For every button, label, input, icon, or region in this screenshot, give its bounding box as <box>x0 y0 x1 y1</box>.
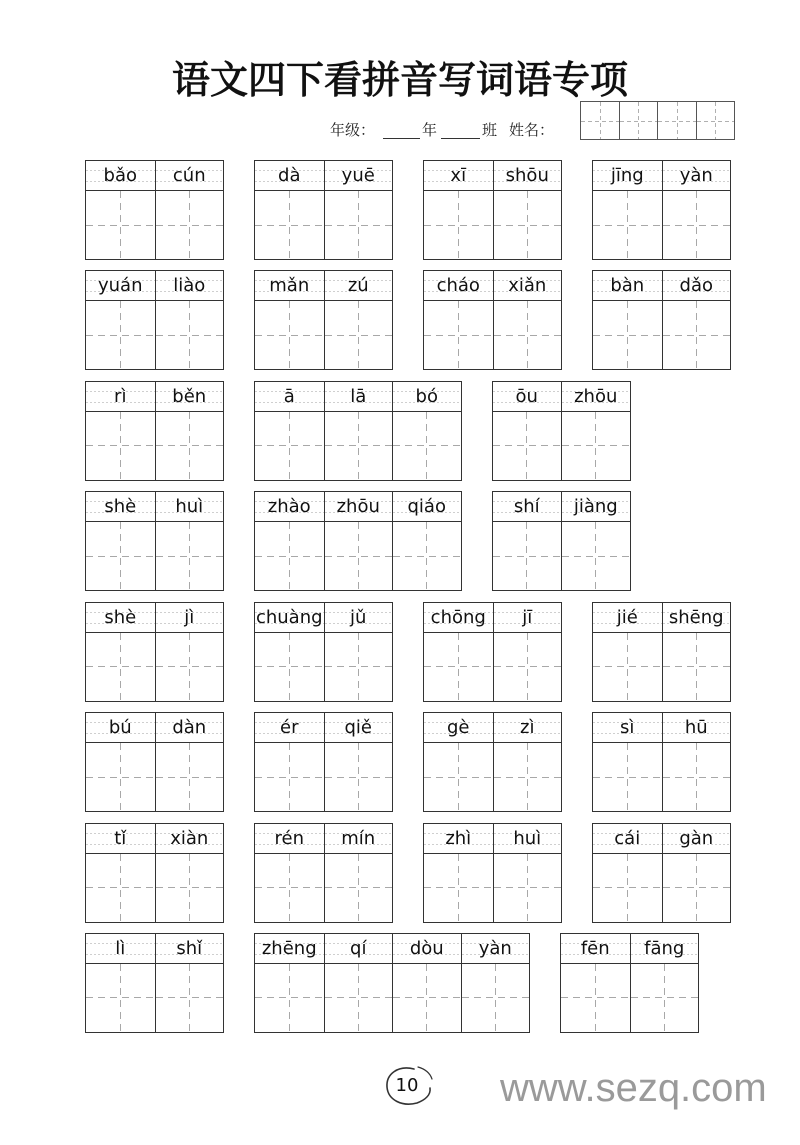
pinyin-cell <box>324 934 393 963</box>
grade-label: 年级： <box>330 121 376 139</box>
character-box <box>255 743 324 811</box>
character-box <box>630 964 699 1032</box>
character-box <box>493 191 562 259</box>
character-box <box>255 412 324 480</box>
character-box <box>324 633 393 701</box>
pinyin-band <box>424 824 561 854</box>
character-box <box>324 743 393 811</box>
character-box <box>86 522 155 590</box>
pinyin-syllable: lì <box>115 937 126 959</box>
character-band <box>86 412 223 480</box>
character-band <box>86 854 223 922</box>
character-box <box>255 633 324 701</box>
name-box-cell <box>581 102 619 139</box>
pinyin-syllable: zhào <box>267 496 311 518</box>
pinyin-cell <box>424 603 493 632</box>
pinyin-cell <box>155 713 224 742</box>
character-band <box>255 964 529 1032</box>
pinyin-cell <box>155 603 224 632</box>
character-box <box>86 191 155 259</box>
pinyin-syllable: shè <box>104 606 137 628</box>
word-group <box>85 270 224 370</box>
character-box <box>324 301 393 369</box>
pinyin-cell <box>493 161 562 190</box>
character-band <box>593 191 730 259</box>
character-box <box>593 301 662 369</box>
pinyin-band <box>86 271 223 301</box>
name-box-cell <box>619 102 658 139</box>
pinyin-syllable: qiáo <box>407 496 446 518</box>
pinyin-band <box>86 603 223 633</box>
pinyin-syllable: yàn <box>679 165 713 186</box>
character-band <box>424 854 561 922</box>
character-band <box>424 191 561 259</box>
pinyin-cell <box>86 492 155 521</box>
word-group <box>592 712 731 812</box>
character-box <box>424 633 493 701</box>
pinyin-syllable: bàn <box>610 275 645 297</box>
pinyin-cell <box>424 824 493 853</box>
pinyin-syllable: shōu <box>505 165 549 186</box>
pinyin-cell <box>561 934 630 963</box>
pinyin-syllable: gè <box>447 717 470 739</box>
character-box <box>392 522 461 590</box>
pinyin-band <box>86 382 223 412</box>
pinyin-syllable: qiě <box>344 717 372 739</box>
watermark: www.sezq.com <box>500 1066 767 1110</box>
word-group <box>592 160 731 260</box>
character-box <box>662 633 731 701</box>
character-box <box>255 964 324 1032</box>
pinyin-syllable: lā <box>350 385 367 407</box>
name-box-cell <box>696 102 735 139</box>
pinyin-cell <box>255 492 324 521</box>
character-box <box>593 743 662 811</box>
pinyin-cell <box>561 382 630 411</box>
pinyin-syllable: qí <box>350 937 367 959</box>
pinyin-cell <box>324 161 393 190</box>
year-unit: 年 <box>422 121 438 139</box>
word-group <box>85 712 224 812</box>
word-group <box>423 270 562 370</box>
pinyin-syllable: zú <box>347 275 369 297</box>
character-box <box>561 964 630 1032</box>
character-band <box>593 633 730 701</box>
word-row <box>85 270 731 370</box>
pinyin-cell <box>255 271 324 300</box>
pinyin-syllable: bó <box>415 385 438 407</box>
pinyin-syllable: ā <box>283 385 295 407</box>
pinyin-syllable: tǐ <box>114 827 127 849</box>
pinyin-band <box>86 713 223 743</box>
character-band <box>255 191 392 259</box>
character-box <box>255 191 324 259</box>
pinyin-band <box>255 824 392 854</box>
pinyin-cell <box>392 492 461 521</box>
pinyin-syllable: dǎo <box>679 275 713 297</box>
character-box <box>493 743 562 811</box>
pinyin-syllable: fāng <box>644 937 685 959</box>
pinyin-syllable: chuàng <box>255 606 323 628</box>
character-box <box>324 522 393 590</box>
pinyin-syllable: zhì <box>445 827 472 849</box>
pinyin-cell <box>324 492 393 521</box>
character-box <box>155 191 224 259</box>
pinyin-syllable: liào <box>173 275 206 297</box>
pinyin-band <box>255 934 529 964</box>
word-group <box>254 712 393 812</box>
pinyin-band <box>424 161 561 191</box>
pinyin-band <box>255 161 392 191</box>
pinyin-syllable: shí <box>513 496 540 518</box>
pinyin-band <box>493 382 630 412</box>
pinyin-cell <box>424 161 493 190</box>
word-group <box>423 160 562 260</box>
pinyin-cell <box>324 271 393 300</box>
character-box <box>493 522 562 590</box>
character-box <box>662 854 731 922</box>
pinyin-syllable: ōu <box>515 385 538 407</box>
character-box <box>155 854 224 922</box>
character-box <box>324 854 393 922</box>
pinyin-cell <box>155 161 224 190</box>
pinyin-syllable: mín <box>341 827 376 849</box>
pinyin-syllable: zhōu <box>574 385 618 407</box>
character-box <box>324 964 393 1032</box>
pinyin-cell <box>493 603 562 632</box>
pinyin-band <box>493 492 630 522</box>
class-unit: 班 <box>482 121 498 139</box>
pinyin-syllable: rì <box>114 385 127 407</box>
pinyin-syllable: dòu <box>409 937 444 959</box>
word-group <box>254 160 393 260</box>
pinyin-cell <box>86 603 155 632</box>
pinyin-syllable: cái <box>614 827 641 849</box>
character-band <box>86 522 223 590</box>
name-box <box>580 101 735 140</box>
page-title: 语文四下看拼音写词语专项 <box>171 57 628 102</box>
character-band <box>255 412 461 480</box>
pinyin-syllable: běn <box>172 385 207 407</box>
word-group <box>85 602 224 702</box>
pinyin-cell <box>86 271 155 300</box>
pinyin-syllable: jī <box>522 606 533 628</box>
character-box <box>593 854 662 922</box>
pinyin-cell <box>662 713 731 742</box>
pinyin-band <box>86 934 223 964</box>
character-box <box>255 854 324 922</box>
word-row <box>85 933 731 1033</box>
name-box-cell <box>657 102 696 139</box>
word-group <box>254 270 393 370</box>
character-band <box>593 854 730 922</box>
pinyin-band <box>86 824 223 854</box>
character-band <box>86 301 223 369</box>
pinyin-cell <box>155 824 224 853</box>
pinyin-band <box>593 713 730 743</box>
character-box <box>324 412 393 480</box>
pinyin-band <box>86 492 223 522</box>
grade-blank <box>383 124 420 139</box>
pinyin-cell <box>561 492 630 521</box>
character-band <box>593 301 730 369</box>
character-box <box>424 743 493 811</box>
character-band <box>593 743 730 811</box>
pinyin-band <box>593 161 730 191</box>
pinyin-syllable: cháo <box>436 275 480 297</box>
character-band <box>424 633 561 701</box>
word-group <box>254 491 462 591</box>
character-box <box>86 964 155 1032</box>
word-group <box>85 823 224 923</box>
character-box <box>155 743 224 811</box>
character-band <box>86 633 223 701</box>
character-box <box>424 191 493 259</box>
word-group <box>254 823 393 923</box>
pinyin-band <box>593 824 730 854</box>
pinyin-syllable: huì <box>175 496 204 518</box>
pinyin-band <box>255 382 461 412</box>
pinyin-cell <box>86 713 155 742</box>
character-box <box>255 522 324 590</box>
character-box <box>392 412 461 480</box>
pinyin-syllable: jǔ <box>350 606 367 628</box>
character-box <box>86 743 155 811</box>
pinyin-cell <box>493 382 562 411</box>
character-box <box>493 854 562 922</box>
word-group <box>592 602 731 702</box>
pinyin-syllable: cún <box>172 165 206 186</box>
character-box <box>324 191 393 259</box>
pinyin-band <box>424 713 561 743</box>
word-group <box>492 381 631 481</box>
pinyin-cell <box>493 271 562 300</box>
pinyin-band <box>86 161 223 191</box>
character-band <box>255 522 461 590</box>
character-band <box>493 522 630 590</box>
pinyin-syllable: mǎn <box>269 275 310 297</box>
pinyin-syllable: xiàn <box>170 827 209 849</box>
pinyin-cell <box>593 271 662 300</box>
pinyin-syllable: yuē <box>341 165 375 186</box>
word-row <box>85 602 731 702</box>
character-band <box>86 743 223 811</box>
character-box <box>561 522 630 590</box>
pinyin-cell <box>392 382 461 411</box>
pinyin-syllable: jì <box>184 606 195 628</box>
word-group <box>254 381 462 481</box>
character-box <box>493 633 562 701</box>
pinyin-syllable: chōng <box>430 606 486 628</box>
character-band <box>424 301 561 369</box>
pinyin-cell <box>424 271 493 300</box>
pinyin-cell <box>255 934 324 963</box>
word-row <box>85 381 731 481</box>
pinyin-syllable: zì <box>520 717 535 739</box>
word-group <box>85 381 224 481</box>
character-box <box>86 412 155 480</box>
pinyin-band <box>561 934 698 964</box>
character-band <box>255 633 392 701</box>
page-number: 10 <box>395 1075 419 1096</box>
pinyin-cell <box>630 934 699 963</box>
word-group <box>85 933 224 1033</box>
character-box <box>461 964 530 1032</box>
character-box <box>155 412 224 480</box>
pinyin-band <box>255 492 461 522</box>
word-group <box>592 823 731 923</box>
name-label: 姓名： <box>509 121 555 139</box>
pinyin-syllable: dàn <box>172 717 207 739</box>
character-box <box>662 191 731 259</box>
pinyin-cell <box>461 934 530 963</box>
character-box <box>155 964 224 1032</box>
pinyin-cell <box>493 492 562 521</box>
character-band <box>424 743 561 811</box>
word-row <box>85 712 731 812</box>
pinyin-syllable: sì <box>620 717 635 739</box>
class-blank <box>441 124 480 139</box>
word-group <box>423 823 562 923</box>
pinyin-cell <box>155 492 224 521</box>
word-group <box>254 933 530 1033</box>
pinyin-band <box>593 271 730 301</box>
pinyin-syllable: bǎo <box>103 165 137 186</box>
pinyin-cell <box>155 382 224 411</box>
character-band <box>86 964 223 1032</box>
character-box <box>424 301 493 369</box>
word-group <box>85 160 224 260</box>
pinyin-cell <box>593 713 662 742</box>
word-group <box>254 602 393 702</box>
word-group <box>492 491 631 591</box>
pinyin-cell <box>324 382 393 411</box>
pinyin-cell <box>255 382 324 411</box>
character-box <box>86 854 155 922</box>
character-box <box>255 301 324 369</box>
pinyin-syllable: dà <box>278 165 301 186</box>
pinyin-band <box>255 713 392 743</box>
pinyin-syllable: fēn <box>580 937 610 959</box>
pinyin-cell <box>392 934 461 963</box>
character-box <box>155 301 224 369</box>
pinyin-band <box>255 603 392 633</box>
pinyin-band <box>255 271 392 301</box>
character-box <box>662 301 731 369</box>
word-group <box>423 602 562 702</box>
pinyin-syllable: jīng <box>610 165 644 186</box>
character-box <box>86 633 155 701</box>
character-box <box>424 854 493 922</box>
pinyin-syllable: shè <box>104 496 137 518</box>
pinyin-cell <box>86 161 155 190</box>
character-box <box>493 301 562 369</box>
character-box <box>392 964 461 1032</box>
pinyin-cell <box>255 161 324 190</box>
pinyin-syllable: xiǎn <box>508 275 547 297</box>
pinyin-cell <box>324 713 393 742</box>
word-group <box>560 933 699 1033</box>
pinyin-syllable: yuán <box>98 275 143 297</box>
pinyin-cell <box>155 934 224 963</box>
pinyin-syllable: jié <box>616 606 638 628</box>
pinyin-syllable: zhēng <box>261 937 317 959</box>
pinyin-syllable: yàn <box>478 937 512 959</box>
pinyin-cell <box>324 603 393 632</box>
pinyin-cell <box>593 161 662 190</box>
pinyin-cell <box>662 161 731 190</box>
pinyin-syllable: hū <box>684 717 708 739</box>
word-row <box>85 823 731 923</box>
pinyin-cell <box>86 824 155 853</box>
word-row <box>85 491 731 591</box>
word-row <box>85 160 731 260</box>
pinyin-cell <box>593 603 662 632</box>
character-box <box>561 412 630 480</box>
word-group <box>423 712 562 812</box>
pinyin-cell <box>255 603 324 632</box>
pinyin-syllable: ér <box>280 717 299 739</box>
pinyin-cell <box>662 271 731 300</box>
pinyin-syllable: zhōu <box>336 496 380 518</box>
character-box <box>593 633 662 701</box>
word-grid <box>85 160 731 1043</box>
character-band <box>255 854 392 922</box>
pinyin-cell <box>493 824 562 853</box>
character-band <box>561 964 698 1032</box>
character-box <box>155 633 224 701</box>
pinyin-band <box>424 603 561 633</box>
pinyin-band <box>593 603 730 633</box>
character-band <box>255 743 392 811</box>
character-box <box>86 301 155 369</box>
character-band <box>255 301 392 369</box>
pinyin-syllable: shēng <box>668 606 724 628</box>
pinyin-syllable: xī <box>450 165 467 186</box>
word-group <box>592 270 731 370</box>
character-band <box>493 412 630 480</box>
character-box <box>155 522 224 590</box>
pinyin-cell <box>324 824 393 853</box>
pinyin-syllable: gàn <box>679 827 714 849</box>
pinyin-cell <box>662 824 731 853</box>
pinyin-cell <box>424 713 493 742</box>
pinyin-syllable: jiàng <box>573 496 618 518</box>
word-group <box>85 491 224 591</box>
pinyin-cell <box>493 713 562 742</box>
pinyin-cell <box>255 713 324 742</box>
pinyin-band <box>424 271 561 301</box>
pinyin-syllable: rén <box>274 827 304 849</box>
pinyin-syllable: shǐ <box>176 937 203 959</box>
character-band <box>86 191 223 259</box>
pinyin-syllable: bú <box>108 717 132 739</box>
pinyin-cell <box>86 934 155 963</box>
character-box <box>493 412 562 480</box>
pinyin-cell <box>255 824 324 853</box>
pinyin-cell <box>662 603 731 632</box>
pinyin-cell <box>155 271 224 300</box>
character-box <box>662 743 731 811</box>
student-info <box>330 121 554 139</box>
pinyin-syllable: huì <box>513 827 542 849</box>
pinyin-cell <box>593 824 662 853</box>
pinyin-cell <box>86 382 155 411</box>
character-box <box>593 191 662 259</box>
